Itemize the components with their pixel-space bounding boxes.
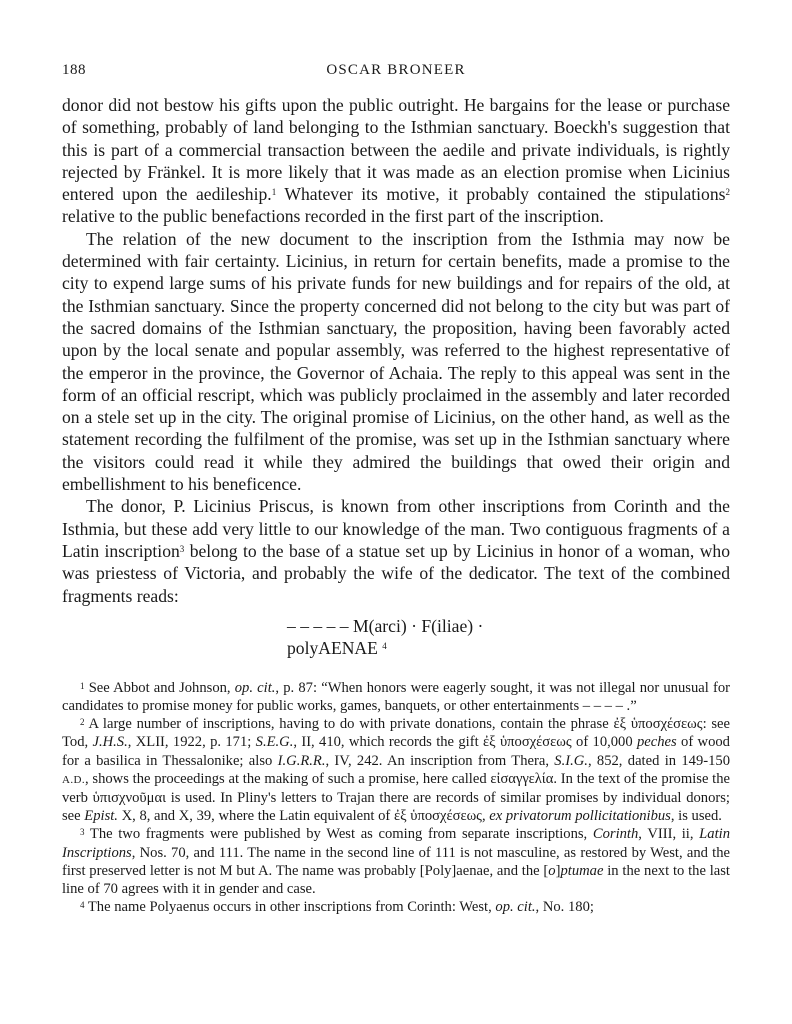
inscription-text	[287, 615, 730, 659]
footnote-number: 4	[80, 900, 85, 911]
greek-phrase: ἐξ ὑποσχέσεως	[393, 808, 482, 825]
running-title: OSCAR BRONEER	[326, 62, 466, 78]
greek-phrase: ἐξ ὑποσχέσεως	[613, 716, 703, 733]
footnote-ref-2[interactable]: 2	[725, 187, 730, 198]
footnotes	[62, 679, 730, 917]
paragraph-1: donor did not bestow his gifts upon the public outright. He bargains for the lease or purchase of something, probably of land belonging to the Isthmian sanctuary. Boeckh's suggestion that this is part of a commercial transaction between the aedile and private individuals, is rightly rejected by Fränkel. It is more likely that it was made as an election promise when Licinius entered upon the aedileship.$^1$ Whatever its motive, it probably contained the stipulations$^2$ relative to the public benefactions recorded in the first part of the inscription.	[62, 95, 730, 227]
page	[62, 62, 730, 916]
footnote-3: $^3$ The two fragments were published by West as coming from separate inscriptions, Corinth, VIII, ii, Latin Inscriptions, Nos. 70, and 111. The name in the second line of 111 is not masculine, as restored by West, and the first preserved letter is not M but A. The name was probably [Poly]aenae, and the [o]ptumae in the next to the last line of 70 agrees with it in gender and case.	[62, 826, 730, 898]
paragraph-2: The relation of the new document to the inscription from the Isthmia may now be determined with fair certainty. Licinius, in return for certain benefits, made a promise to the city to expend large sums of his private funds for new buildings and for repairs of the old, at the Isthmian sanctuary. Since the property concerned did not belong to the city but was part of the sacred domains of the Isthmian sanctuary, the proposition, having been favorably acted upon by the local senate and popular assembly, was referred to the highest representative of the emperor in the province, the Governor of Achaia. The reply to this appeal was sent in the form of an official rescript, which was publicly proclaimed in the assembly and later recorded on a stele set up in the city. The original promise of Licinius, on the other hand, as well as the statement recording the fulfilment of the promise, was set up in the Isthmian sanctuary where the visitors could read it while they admired the buildings that owed their origin and embellishment to his beneficence.	[62, 228, 730, 495]
footnote-1: $^1$ See Abbot and Johnson, op. cit., p. 87: “When honors were eagerly sought, it was not illegal nor unusual for candidates to promise money for public works, games, banquets, or other entertainments – – – – .”	[62, 679, 730, 715]
footnote-ref-3[interactable]: 3	[179, 543, 185, 554]
greek-phrase: ὑπισχνοῦμαι	[92, 790, 167, 807]
footnote-ref-1[interactable]: 1	[271, 187, 277, 198]
page-number: 188	[62, 62, 86, 78]
running-head	[62, 62, 730, 86]
body-text	[62, 94, 730, 659]
paragraph-3: The donor, P. Licinius Priscus, is known from other inscriptions from Corinth and the Isthmia, but these add very little to our knowledge of the man. Two contiguous fragments of a Latin inscription$^3$ belong to the base of a statue set up by Licinius in honor of a woman, who was priestess of Victoria, and probably the wife of the dedicator. The text of the combined fragments reads:	[62, 496, 730, 606]
footnote-ref-4[interactable]: 4	[382, 640, 387, 651]
footnote-2: $^2$ A large number of inscriptions, having to do with private donations, contain the phrase ἐξ ὑποσχέσεως: see Tod, J.H.S., XLII, 1922, p. 171; S.E.G., II, 410, which records the gift ἐξ ὑποσχέσεως of 10,000 peches of wood for a basilica in Thessalonike; also I.G.R.R., IV, 242. An inscription from Thera, S.I.G., 852, dated in 149-150 A.D., shows the proceedings at the making of such a promise, here called εἰσαγγελία. In the text of the promise the verb ὑπισχνοῦμαι is used. In Pliny's letters to Trajan there are records of similar promises by individual donors; see Epist. X, 8, and X, 39, where the Latin equivalent of ἐξ ὑποσχέσεως, ex privatorum pollicitationibus, is used.	[62, 716, 731, 825]
greek-phrase: εἰσαγγελία	[490, 770, 554, 787]
inscription-line-1: – – – – – M(arci) · F(iliae) ·	[287, 615, 484, 636]
greek-phrase: ἐξ ὑποσχέσεως	[482, 734, 572, 751]
inscription-line-2: polyAENAE $^4$	[287, 637, 387, 658]
footnote-number: 1	[80, 680, 85, 691]
footnote-number: 2	[80, 717, 85, 728]
footnote-4: $^4$ The name Polyaenus occurs in other inscriptions from Corinth: West, op. cit., No. 180;	[80, 899, 594, 916]
footnote-number: 3	[80, 827, 85, 838]
